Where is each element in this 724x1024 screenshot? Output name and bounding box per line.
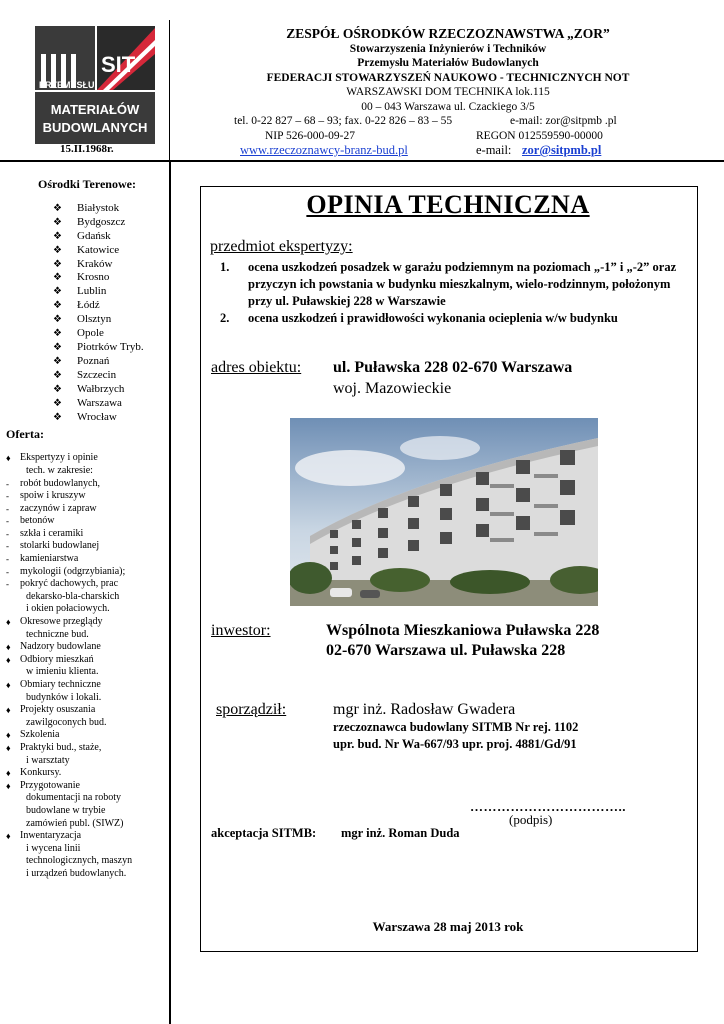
center-name: Wałbrzych bbox=[77, 382, 125, 395]
offer-text: Szkolenia bbox=[20, 729, 60, 741]
offer-text: Nadzory budowlane bbox=[20, 641, 101, 653]
offer-item bbox=[6, 490, 168, 503]
web-row bbox=[172, 143, 724, 158]
signature-label: (podpis) bbox=[509, 812, 553, 827]
offer-item bbox=[6, 780, 168, 793]
subject-label: przedmiot ekspertyzy: bbox=[210, 238, 353, 255]
offer-item bbox=[6, 792, 168, 805]
offer-item bbox=[6, 755, 168, 768]
org-line-2: Stowarzyszenia Inżynierów i Techników bbox=[349, 42, 547, 55]
center-item bbox=[6, 369, 168, 383]
email-1: e-mail: zor@sitpmb .pl bbox=[510, 115, 617, 127]
offer-item bbox=[6, 843, 168, 856]
offer-item bbox=[6, 641, 168, 654]
document-title: OPINIA TECHNICZNA bbox=[306, 190, 590, 219]
contact-row bbox=[172, 114, 724, 129]
bullet-icon: ❖ bbox=[53, 244, 62, 256]
bullet-icon: ❖ bbox=[53, 341, 62, 353]
offer-text: w imieniu klienta. bbox=[26, 666, 99, 678]
diamond-bullet-icon: ♦ bbox=[6, 780, 11, 791]
address-label: adres obiektu: bbox=[211, 359, 302, 376]
center-name: Opole bbox=[77, 327, 104, 340]
bullet-icon: ❖ bbox=[53, 202, 62, 214]
offer-item bbox=[6, 503, 168, 516]
offer-text: dekarsko-bla-charskich bbox=[26, 590, 120, 602]
bullet-icon: ❖ bbox=[53, 230, 62, 242]
diamond-bullet-icon: ♦ bbox=[6, 730, 11, 741]
subject-text: ocena uszkodzeń posadzek w garażu podziemnym na poziomach „-1” i „-2” oraz przyczyn ich powstania w budynku mieszkalnym, wielo-rodzinnym, położonym przy ul. Puławskiej 228 w Warszawie bbox=[248, 260, 677, 308]
dash-bullet: - bbox=[6, 566, 9, 577]
center-name: Białystok bbox=[77, 201, 120, 214]
offer-text: Konkursy. bbox=[20, 767, 62, 779]
sitpmb-logo bbox=[33, 24, 159, 146]
offer-text: dokumentacji na roboty bbox=[26, 792, 121, 804]
header-divider-horizontal bbox=[0, 160, 724, 162]
offer-text: Przygotowanie bbox=[20, 779, 80, 791]
offer-item bbox=[6, 729, 168, 742]
offer-item bbox=[6, 666, 168, 679]
dash-bullet: - bbox=[6, 579, 9, 590]
regon: REGON 012559590-00000 bbox=[476, 129, 603, 142]
place-and-date: Warszawa 28 maj 2013 rok bbox=[372, 919, 524, 934]
offer-text: zaczynów i zapraw bbox=[20, 502, 97, 514]
offer-text: Okresowe przeglądy bbox=[20, 616, 103, 628]
center-name: Warszawa bbox=[77, 396, 122, 409]
bullet-icon: ❖ bbox=[53, 328, 62, 340]
offer-text: mykologii (odgrzybiania); bbox=[20, 565, 126, 577]
offer-text: tech. w zakresie: bbox=[26, 464, 93, 476]
sidebar-divider bbox=[169, 162, 171, 1024]
offer-item bbox=[6, 528, 168, 541]
bullet-icon: ❖ bbox=[53, 397, 62, 409]
center-name: Wrocław bbox=[77, 410, 117, 423]
offer-text: budynków i lokali. bbox=[26, 691, 102, 703]
offer-text: Praktyki bud., staże, bbox=[20, 741, 102, 753]
acceptance-label: akceptacja SITMB: bbox=[211, 826, 317, 840]
offer-item bbox=[6, 566, 168, 579]
org-line-6: 00 – 043 Warszawa ul. Czackiego 3/5 bbox=[361, 100, 535, 113]
offer-item bbox=[6, 855, 168, 868]
offer-text: stolarki budowlanej bbox=[20, 540, 100, 552]
center-item bbox=[6, 230, 168, 244]
offer-item bbox=[6, 591, 168, 604]
sidebar bbox=[6, 178, 168, 881]
offer-text: i warsztaty bbox=[26, 754, 70, 766]
offer-text: szkła i ceramiki bbox=[20, 527, 84, 539]
bullet-icon: ❖ bbox=[53, 355, 62, 367]
offer-text: robót budowlanych, bbox=[20, 477, 100, 489]
center-name: Bydgoszcz bbox=[77, 215, 126, 228]
website-link[interactable]: www.rzeczoznawcy-branz-bud.pl bbox=[240, 143, 408, 157]
investor-line-1: Wspólnota Mieszkaniowa Puławska 228 bbox=[326, 622, 600, 639]
dash-bullet: - bbox=[6, 541, 9, 552]
offer-item bbox=[6, 868, 168, 881]
offer-title: Oferta: bbox=[6, 427, 44, 442]
address-line-1: ul. Puławska 228 02-670 Warszawa bbox=[333, 359, 573, 376]
offer-item bbox=[6, 704, 168, 717]
offer-item bbox=[6, 629, 168, 642]
prepared-by-licenses: upr. bud. Nr Wa-667/93 upr. proj. 4881/Gd/91 bbox=[333, 737, 577, 751]
center-item bbox=[6, 258, 168, 272]
diamond-bullet-icon: ♦ bbox=[6, 453, 11, 464]
offer-item bbox=[6, 553, 168, 566]
offer-item bbox=[6, 452, 168, 465]
signature-line: …………………………….. bbox=[470, 799, 626, 814]
logo-sit-text: SIT bbox=[101, 52, 136, 77]
offer-text: Obmiary techniczne bbox=[20, 679, 101, 690]
offer-item bbox=[6, 717, 168, 730]
offer-text: Ekspertyzy i opinie bbox=[20, 452, 98, 464]
offer-text: Odbiory mieszkań bbox=[20, 653, 94, 665]
center-name: Poznań bbox=[77, 354, 110, 367]
center-item bbox=[6, 271, 168, 285]
investor-line-2: 02-670 Warszawa ul. Puławska 228 bbox=[326, 642, 566, 659]
subject-item bbox=[218, 310, 688, 327]
offer-item bbox=[6, 578, 168, 591]
bullet-icon: ❖ bbox=[53, 300, 62, 312]
dash-bullet: - bbox=[6, 503, 9, 514]
offer-text: technologicznych, maszyn bbox=[26, 855, 133, 867]
diamond-bullet-icon: ♦ bbox=[6, 768, 11, 779]
diamond-bullet-icon: ♦ bbox=[6, 617, 11, 628]
offer-item bbox=[6, 603, 168, 616]
diamond-bullet-icon: ♦ bbox=[6, 742, 11, 753]
center-name: Katowice bbox=[77, 243, 120, 256]
center-name: Krosno bbox=[77, 271, 110, 284]
offer-text: i urządzeń budowlanych. bbox=[26, 867, 127, 879]
diamond-bullet-icon: ♦ bbox=[6, 831, 11, 842]
offer-item bbox=[6, 818, 168, 831]
offer-text: pokryć dachowych, prac bbox=[20, 578, 119, 590]
center-name: Olsztyn bbox=[77, 313, 112, 326]
offer-item bbox=[6, 805, 168, 818]
subject-text: ocena uszkodzeń i prawidłowości wykonania ocieplenia w/w budynku bbox=[248, 311, 618, 325]
offer-text: techniczne bud. bbox=[26, 628, 89, 640]
offer-text: Inwentaryzacja bbox=[20, 830, 82, 842]
offer-text: kamieniarstwa bbox=[20, 553, 79, 565]
email-2-label: e-mail: bbox=[476, 143, 512, 157]
dash-bullet: - bbox=[6, 491, 9, 502]
logo-main-text-2: BUDOWLANYCH bbox=[42, 120, 148, 135]
center-item bbox=[6, 341, 168, 355]
acceptance-value: mgr inż. Roman Duda bbox=[341, 826, 460, 840]
offer-text: Projekty osuszania bbox=[20, 704, 96, 716]
offer-item bbox=[6, 830, 168, 843]
logo-main-text-1: MATERIAŁÓW bbox=[50, 102, 140, 117]
investor-label: inwestor: bbox=[211, 622, 271, 639]
subject-number: 2. bbox=[220, 311, 230, 325]
registry-row bbox=[172, 129, 724, 144]
center-item bbox=[6, 411, 168, 425]
bullet-icon: ❖ bbox=[53, 411, 62, 423]
offer-item bbox=[6, 767, 168, 780]
bullet-icon: ❖ bbox=[53, 383, 62, 395]
centers-list bbox=[6, 202, 168, 425]
dash-bullet: - bbox=[6, 478, 9, 489]
subject-list bbox=[218, 259, 688, 327]
offer-text: budowlane w trybie bbox=[26, 804, 106, 816]
offer-item bbox=[6, 616, 168, 629]
offer-item bbox=[6, 742, 168, 755]
offer-item bbox=[6, 679, 168, 692]
offer-item bbox=[6, 478, 168, 491]
center-item bbox=[6, 313, 168, 327]
subject-number: 1. bbox=[220, 260, 230, 274]
center-item bbox=[6, 355, 168, 369]
prepared-by-name: mgr inż. Radosław Gwadera bbox=[333, 701, 516, 718]
header-divider-vertical bbox=[169, 20, 170, 160]
diamond-bullet-icon: ♦ bbox=[6, 642, 11, 653]
center-item bbox=[6, 244, 168, 258]
offer-list bbox=[6, 452, 168, 880]
center-item bbox=[6, 285, 168, 299]
bullet-icon: ❖ bbox=[53, 272, 62, 284]
offer-text: zawilgoconych bud. bbox=[26, 716, 107, 728]
center-item bbox=[6, 202, 168, 216]
center-name: Lublin bbox=[77, 285, 107, 298]
offer-item bbox=[6, 540, 168, 553]
offer-item bbox=[6, 515, 168, 528]
subject-item bbox=[218, 259, 688, 310]
bullet-icon: ❖ bbox=[53, 286, 62, 298]
email-2-link[interactable]: zor@sitpmb.pl bbox=[522, 143, 602, 157]
center-item bbox=[6, 299, 168, 313]
nip: NIP 526-000-09-27 bbox=[265, 129, 355, 142]
offer-text: betonów bbox=[20, 515, 55, 527]
offer-text: zamówień publ. (SIWZ) bbox=[26, 817, 124, 829]
offer-item bbox=[6, 465, 168, 478]
center-item bbox=[6, 397, 168, 411]
center-name: Piotrków Tryb. bbox=[77, 340, 144, 353]
bullet-icon: ❖ bbox=[53, 216, 62, 228]
center-name: Łódź bbox=[77, 299, 100, 312]
organization-header bbox=[172, 27, 724, 158]
address-line-2: woj. Mazowieckie bbox=[333, 380, 452, 397]
centers-title: Ośrodki Terenowe: bbox=[38, 177, 136, 191]
logo-date: 15.II.1968r. bbox=[60, 143, 114, 155]
prepared-by-label: sporządził: bbox=[216, 701, 287, 718]
org-line-4: FEDERACJI STOWARZYSZEŃ NAUKOWO - TECHNICZNYCH NOT bbox=[266, 71, 630, 84]
diamond-bullet-icon: ♦ bbox=[6, 680, 11, 690]
center-item bbox=[6, 383, 168, 397]
phone-fax: tel. 0-22 827 – 68 – 93; fax. 0-22 826 – 83 – 55 bbox=[234, 115, 453, 127]
offer-text: i okien połaciowych. bbox=[26, 603, 110, 615]
center-name: Gdańsk bbox=[77, 229, 111, 242]
org-line-3: Przemysłu Materiałów Budowlanych bbox=[357, 57, 539, 69]
center-name: Szczecin bbox=[77, 368, 117, 381]
center-item bbox=[6, 327, 168, 341]
center-item bbox=[6, 216, 168, 230]
offer-item bbox=[6, 692, 168, 705]
offer-text: spoiw i kruszyw bbox=[20, 490, 86, 502]
dash-bullet: - bbox=[6, 554, 9, 565]
prepared-by-title: rzeczoznawca budowlany SITMB Nr rej. 1102 bbox=[333, 720, 579, 734]
offer-text: i wycena linii bbox=[26, 842, 81, 854]
bullet-icon: ❖ bbox=[53, 258, 62, 270]
diamond-bullet-icon: ♦ bbox=[6, 654, 11, 665]
bullet-icon: ❖ bbox=[53, 369, 62, 381]
bullet-icon: ❖ bbox=[53, 314, 62, 326]
org-line-5: WARSZAWSKI DOM TECHNIKA lok.115 bbox=[346, 86, 550, 98]
building-photo bbox=[290, 418, 598, 606]
dash-bullet: - bbox=[6, 516, 9, 527]
offer-item bbox=[6, 654, 168, 667]
logo-side-text: PRZEMYSŁU bbox=[39, 80, 95, 90]
org-title: ZESPÓŁ OŚRODKÓW RZECZOZNAWSTWA „ZOR” bbox=[286, 26, 610, 41]
dash-bullet: - bbox=[6, 528, 9, 539]
diamond-bullet-icon: ♦ bbox=[6, 705, 11, 716]
center-name: Kraków bbox=[77, 257, 113, 270]
